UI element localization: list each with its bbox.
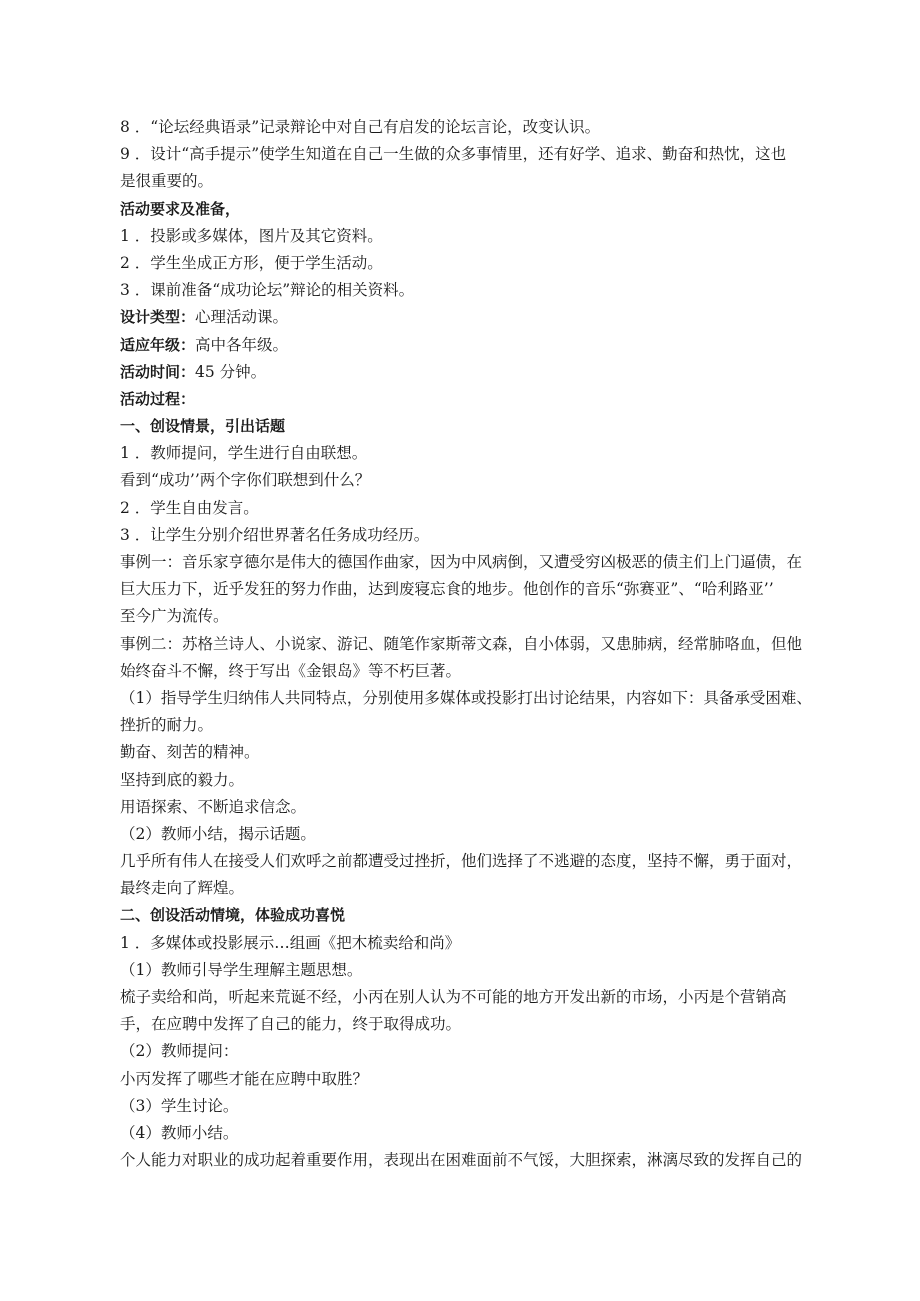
section-heading: 活动过程：	[120, 389, 196, 408]
field-label: 设计类型：	[120, 308, 196, 327]
text-line: （3）学生讨论。	[120, 1096, 239, 1115]
text-line	[120, 332, 820, 359]
text-line: 1 ．多媒体或投影展示…组画《把木梳卖给和尚》	[120, 933, 461, 952]
text-line: 1 ．投影或多媒体，图片及其它资料。	[120, 226, 383, 245]
text-line: （4）教师小结。	[120, 1123, 239, 1142]
section-heading: 活动要求及准备，	[120, 199, 241, 218]
text-line: 事例一：音乐家亨德尔是伟大的德国作曲家，因为中风病倒，又遭受穷凶极恶的债主们上门逼债，在	[120, 553, 803, 571]
field-value: 高中各年级。	[195, 335, 289, 354]
text-line: 是很重要的。	[120, 172, 214, 191]
field-label: 适应年级：	[120, 335, 196, 354]
text-line: 9 ．设计“高手提示”使学生知道在自己一生做的众多事情里，还有好学、追求、勤奋和热忱，这也	[120, 145, 787, 164]
text-line: 3 ．课前准备“成功论坛”辩论的相关资料。	[120, 281, 415, 300]
text-line: 勤奋、刻苦的精神。	[120, 743, 260, 762]
text-line: 挫折的耐力。	[120, 716, 214, 735]
text-line: 3 ．让学生分别介绍世界著名任务成功经历。	[120, 525, 430, 544]
text-line: （1）指导学生归纳伟人共同特点，分别使用多媒体或投影打出讨论结果，内容如下：具备承受困难、	[120, 688, 812, 707]
document-body	[120, 114, 820, 1174]
text-line: 小丙发挥了哪些才能在应聘中取胜？	[120, 1069, 369, 1088]
text-line: （2）教师小结，揭示话题。	[120, 824, 316, 843]
text-line: 梳子卖给和尚，听起来荒诞不经，小丙在别人认为不可能的地方开发出新的市场，小丙是个营销高	[120, 988, 787, 1006]
text-line: 最终走向了辉煌。	[120, 879, 245, 898]
text-line: 手，在应聘中发挥了自己的能力，终于取得成功。	[120, 1015, 462, 1034]
text-line: 坚持到底的毅力。	[120, 770, 245, 789]
field-label: 活动时间：	[120, 362, 196, 381]
field-value: 心理活动课。	[195, 308, 289, 327]
text-line: （1）教师引导学生理解主题思想。	[120, 960, 363, 979]
text-line	[120, 304, 820, 331]
text-line: 1 ．教师提问，学生进行自由联想。	[120, 444, 368, 463]
text-line: 个人能力对职业的成功起着重要作用，表现出在困难面前不气馁，大胆探索，淋漓尽致的发挥自己的	[120, 1151, 803, 1170]
section-heading: 一、创设情景，引出话题	[120, 417, 286, 436]
text-line: （2）教师提问：	[120, 1042, 239, 1061]
text-line	[120, 359, 820, 386]
text-line: 始终奋斗不懈，终于写出《金银岛》等不朽巨著。	[120, 661, 462, 680]
text-line: 几乎所有伟人在接受人们欢呼之前都遭受过挫折，他们选择了不逃避的态度，坚持不懈，勇于面对，	[120, 852, 803, 871]
text-line: 看到“成功’’两个字你们联想到什么？	[120, 471, 371, 490]
field-value: 45 分钟。	[195, 362, 267, 381]
text-line: 2 ．学生自由发言。	[120, 498, 259, 517]
text-line: 至今广为流传。	[120, 607, 229, 626]
text-line: 8 ．“论坛经典语录”记录辩论中对自己有启发的论坛言论，改变认识。	[120, 118, 601, 136]
section-heading: 二、创设活动情境，体验成功喜悦	[120, 906, 346, 925]
text-line: 巨大压力下，近乎发狂的努力作曲，达到废寝忘食的地步。他创作的音乐“弥赛亚”、“哈利路亚’’	[120, 580, 774, 599]
text-line: 用语探索、不断追求信念。	[120, 797, 307, 816]
text-line: 事例二：苏格兰诗人、小说家、游记、随笔作家斯蒂文森，自小体弱，又患肺病，经常肺咯血，但他	[120, 634, 803, 653]
text-line: 2 ．学生坐成正方形，便于学生活动。	[120, 253, 383, 272]
